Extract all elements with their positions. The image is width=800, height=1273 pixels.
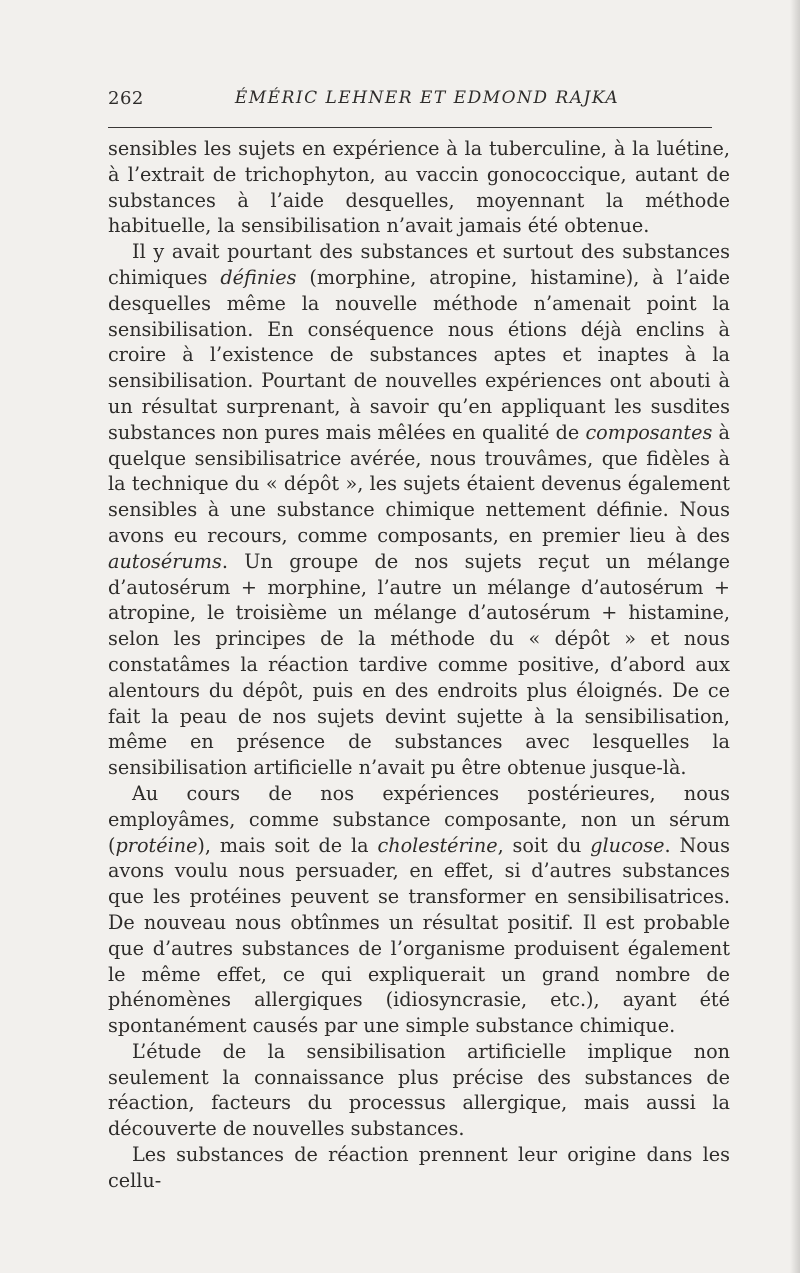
paragraph-text: Au cours de nos expériences postérieures, nous employâmes, comme substance composante, non un sérum ( xyxy=(108,781,730,857)
paragraph-text: à quelque sensibilisatrice avérée, nous trouvâmes, que fidèles à la technique du « dépôt », les sujets étaient devenus également sensibles à une substance chimique nettement définie. Nous avons eu recours, comme composants, en premier lieu à des xyxy=(108,420,730,547)
running-title: ÉMÉRIC LEHNER ET EDMOND RAJKA xyxy=(234,88,620,108)
page-edge-shadow xyxy=(790,0,800,1273)
paragraph-text: (morphine, atropine, histamine), à l’aide desquelles même la nouvelle méthode n’amenait point la sensibilisation. En conséquence nous étions déjà enclins à croire à l’existence de substances aptes et inaptes à la sensibilisation. Pourtant de nouvelles expériences ont abouti à un résultat surprenant, à savoir qu’en appliquant les susdites substances non pures mais mêlées en qualité de xyxy=(108,265,731,444)
paragraph xyxy=(108,239,730,781)
paragraph xyxy=(108,1142,730,1194)
paragraph-text: , soit du xyxy=(497,833,591,857)
italic-term: autosérums xyxy=(108,549,222,573)
paragraph-text: sensibles les sujets en expérience à la tuberculine, à la luétine, à l’extrait de trichophyton, au vaccin gonococcique, autant de substances à l’aide desquelles, moyennant la méthode habituelle, la sensibilisation n’avait jamais été obtenue. xyxy=(108,137,730,238)
paragraph xyxy=(108,136,730,239)
paragraph-text: Les substances de réaction prennent leur origine dans les cellu- xyxy=(108,1143,730,1192)
paragraph-text: . Un groupe de nos sujets reçut un mélange d’autosérum + morphine, l’autre un mélange d’autosérum + atropine, le troisième un mélange d’autosérum + histamine, selon les principes de la méthode du « dépôt » et nous constatâmes la réaction tardive comme positive, d’abord aux alentours du dépôt, puis en des endroits plus éloignés. De ce fait la peau de nos sujets devint sujette à la sensibilisation, même en présence de substances avec lesquelles la sensibilisation artificielle n’avait pu être obtenue jusque-là. xyxy=(108,549,730,780)
italic-term: composantes xyxy=(585,420,713,444)
page-number: 262 xyxy=(108,88,144,109)
paragraph xyxy=(108,1039,730,1142)
paragraph xyxy=(108,781,730,1039)
paragraph-text: Il y avait pourtant des substances et surtout des substances chimiques xyxy=(108,240,730,289)
header-rule xyxy=(108,127,712,128)
paragraph-text: . Nous avons voulu nous persuader, en effet, si d’autres substances que les protéines peuvent se transformer en sensibilisatrices. De nouveau nous obtînmes un résultat positif. Il est probable que d’autres substances de l’organisme produisent également le même effet, ce qui expliquerait un grand nombre de phénomènes allergiques (idiosyncrasie, etc.), ayant été spontanément causés par une simple substance chimique. xyxy=(108,833,730,1038)
italic-term: glucose xyxy=(590,833,665,857)
body-text xyxy=(108,136,730,1194)
italic-term: protéine xyxy=(115,833,198,857)
running-head xyxy=(108,88,730,118)
paragraph-text: ), mais soit de la xyxy=(197,833,378,857)
italic-term: cholestérine xyxy=(377,833,498,857)
paragraph-text: L’étude de la sensibilisation artificielle implique non seulement la connaissance plus précise des substances de réaction, facteurs du processus allergique, mais aussi la découverte de nouvelles substances. xyxy=(108,1039,730,1141)
italic-term: définies xyxy=(220,265,297,289)
